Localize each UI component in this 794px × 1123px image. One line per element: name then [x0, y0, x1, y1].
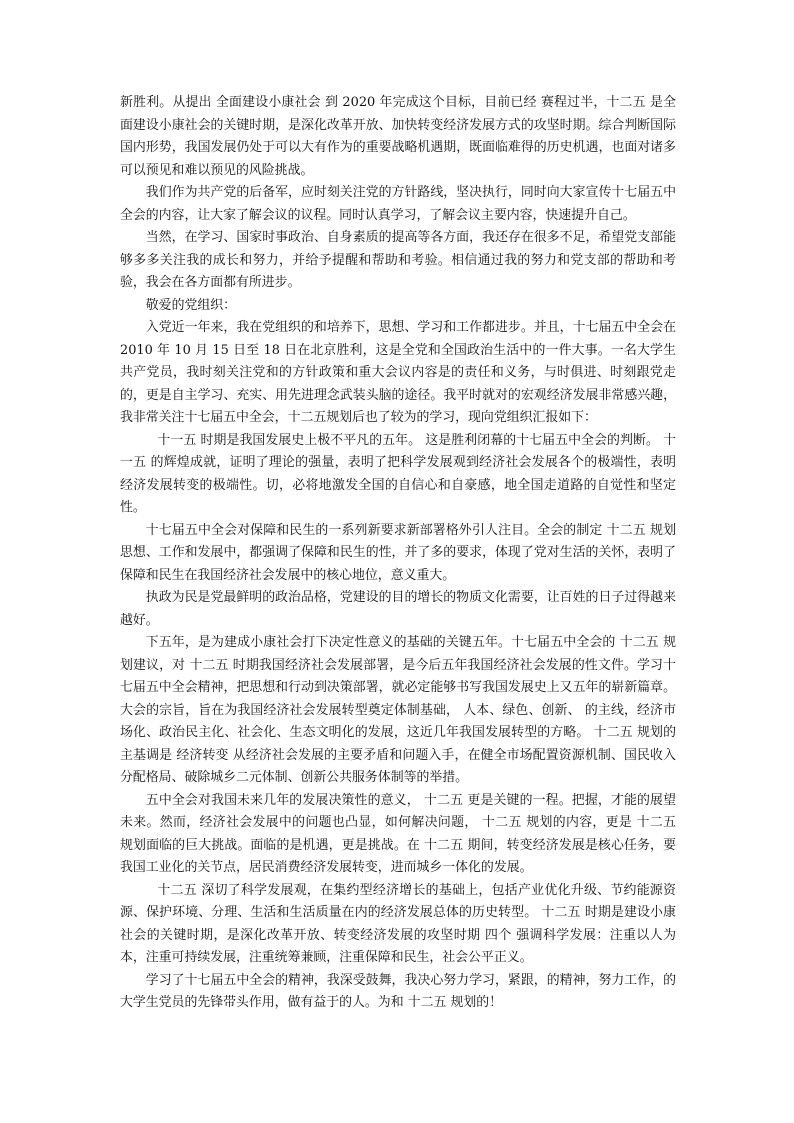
paragraph-11: 十二五 深切了科学发展观，在集约型经济增长的基础上，包括产业优化升级、节约能源资源、保护环境、分理、生活和生活质量在内的经济发展总体的历史转型。 十二五 时期是建设小康社会的关键时期，是深化改革开放、转变经济发展的攻坚时期 四个 强调科学发展：注重以人为本，注重可持续发展，注重统筹兼顾，注重保障和民生，社会公平正义。: [120, 882, 676, 965]
paragraph-6: 十一五 时期是我国发展史上极不平凡的五年。 这是胜利闭幕的十七届五中全会的判断。 十一五 的辉煌成就，证明了理论的强量，表明了把科学发展观到经济社会发展各个的极端性，表明经济发展转变的极端性。切，必将地激发全国的自信心和自豪感，地全国走道路的自觉性和坚定性。: [120, 432, 676, 515]
paragraph-5: 入党近一年来，我在党组织的和培养下，思想、学习和工作都进步。并且，十七届五中全会在 2010 年 10 月 15 日至 18 日在北京胜利，这是全党和全国政治生活中的一件大事。一名大学生共产党员，我时刻关注党和的方针政策和重大会议内容是的责任和义务，与时俱进、时刻跟党走的，更是自主学习、充实、用先进理念武装头脑的途径。我平时就对的宏观经济发展非常感兴趣，我非常关注十七届五中全会，十二五规划后也了较为的学习，现向党组织汇报如下：: [120, 320, 676, 425]
paragraph-2: 我们作为共产党的后备军，应时刻关注党的方针路线，坚决执行，同时向大家宣传十七届五中全会的内容，让大家了解会议的议程。同时认真学习，了解会议主要内容，快速提升自己。: [120, 185, 676, 223]
paragraph-7: 十七届五中全会对保障和民生的一系列新要求新部署格外引人注目。全会的制定 十二五 规划思想、工作和发展中，都强调了保障和民生的性，并了多的要求，体现了党对生活的关怀，表明了保障和民生在我国经济社会发展中的核心地位，意义重大。: [120, 522, 676, 583]
paragraph-1: 新胜利。从提出 全面建设小康社会 到 2020 年完成这个目标，目前已经 赛程过半，十二五 是全面建设小康社会的关键时期，是深化改革开放、加快转变经济发展方式的攻坚时期。综合判断国际国内形势，我国发展仍处于可以大有作为的重要战略机遇期，既面临难得的历史机遇，也面对诸多可以预见和难以预见的风险挑战。: [120, 95, 676, 178]
paragraph-3: 当然，在学习、国家时事政治、自身素质的提高等各方面，我还存在很多不足，希望党支部能够多多关注我的成长和努力，并给予提醒和帮助和考验。相信通过我的努力和党支部的帮助和考验，我会在各方面都有所进步。: [120, 230, 676, 290]
paragraph-12: 学习了十七届五中全会的精神，我深受鼓舞，我决心努力学习，紧跟，的精神，努力工作，的大学生党员的先锋带头作用，做有益于的人。为和 十二五 规划的！: [120, 972, 676, 1010]
paragraph-9: 下五年，是为建成小康社会打下决定性意义的基础的关键五年。十七届五中全会的 十二五 规划建议，对 十二五 时期我国经济社会发展部署，是今后五年我国经济社会发展的性文件。学习十七届五中全会精神，把思想和行动到决策部署，就必定能够书写我国发展史上又五年的崭新篇章。大会的宗旨，旨在为我国经济社会发展转型奠定体制基础， 人本、绿色、创新、 的主线，经济市场化、政治民主化、社会化、生态文明化的发展，这近几年我国发展转型的方略。 十二五 规划的主基调是 经济转变 从经济社会发展的主要矛盾和问题入手，在健全市场配置资源机制、国民收入分配格局、破除城乡二元体制、创新公共服务体制等的举措。: [120, 635, 676, 785]
document-page: [120, 92, 676, 1015]
paragraph-10: 五中全会对我国未来几年的发展决策性的意义， 十二五 更是关键的一程。把握，才能的展望未来。然而，经济社会发展中的问题也凸显，如何解决问题， 十二五 规划的内容，更是 十二五 规划面临的巨大挑战。面临的是机遇，更是挑战。在 十二五 期间，转变经济发展是核心任务，要我国工业化的关节点，居民消费经济发展转变，进而城乡一体化的发展。: [120, 792, 676, 875]
paragraph-8: 执政为民是党最鲜明的政治品格，党建设的目的增长的物质文化需要，让百姓的日子过得越来越好。: [120, 590, 676, 628]
salutation: 敬爱的党组织：: [145, 297, 237, 313]
